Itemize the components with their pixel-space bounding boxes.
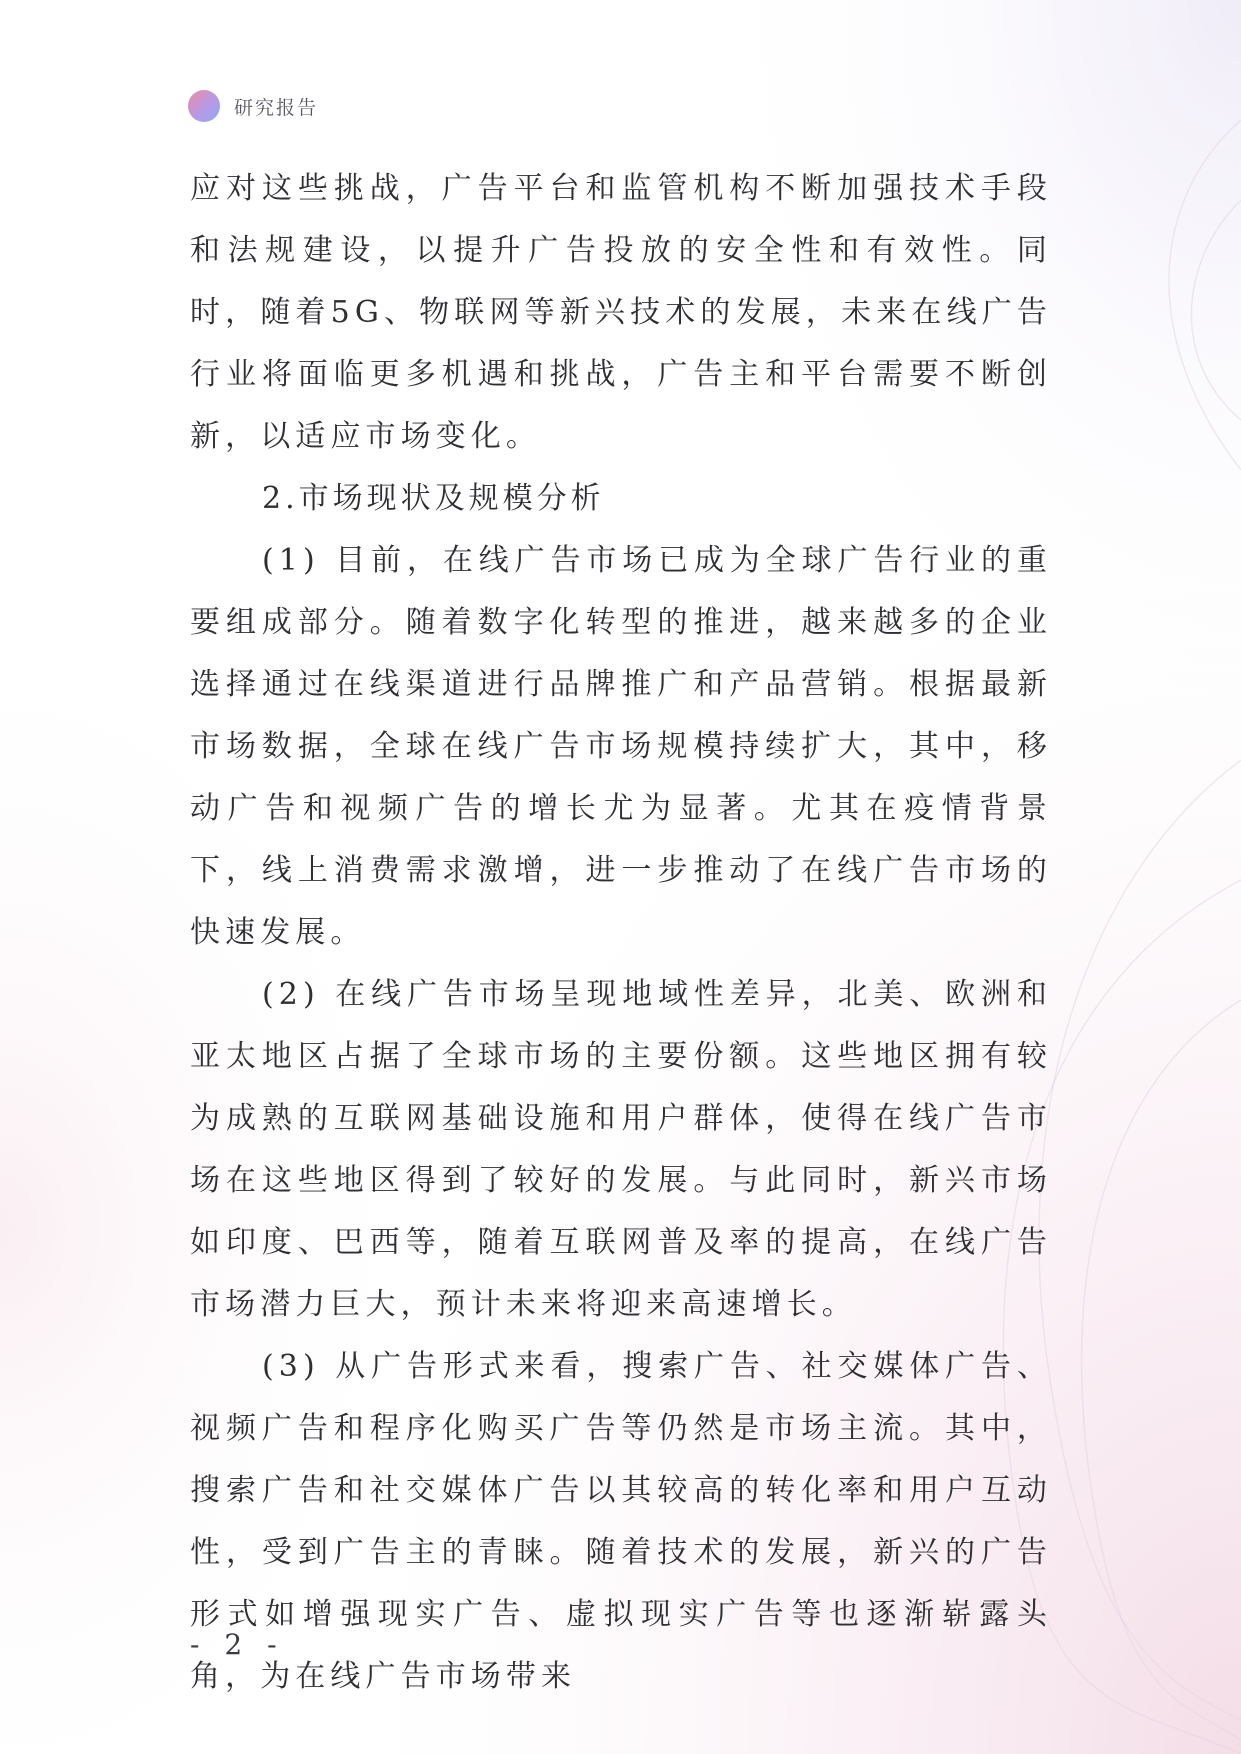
paragraph-1: (1) 目前，在线广告市场已成为全球广告行业的重要组成部分。随着数字化转型的推进，越来越多的企业选择通过在线渠道进行品牌推广和产品营销。根据最新市场数据，全球在线广告市场规模持续扩大，其中，移动广告和视频广告的增长尤为显著。尤其在疫情背景下，线上消费需求激增，进一步推动了在线广告市场的快速发展。 (190, 543, 1052, 950)
page-number: - 2 - (190, 1628, 285, 1661)
header-label: 研究报告 (234, 96, 319, 119)
paragraph-2: (2) 在线广告市场呈现地域性差异，北美、欧洲和亚太地区占据了全球市场的主要份额。这些地区拥有较为成熟的互联网基础设施和用户群体，使得在线广告市场在这些地区得到了较好的发展。与此同时，新兴市场如印度、巴西等，随着互联网普及率的提高，在线广告市场潜力巨大，预计未来将迎来高速增长。 (190, 977, 1052, 1322)
document-body (190, 158, 1052, 1708)
section-heading: 2.市场现状及规模分析 (262, 481, 605, 516)
report-logo-icon (188, 90, 220, 122)
document-header (188, 88, 318, 124)
intro-paragraph: 应对这些挑战，广告平台和监管机构不断加强技术手段和法规建设，以提升广告投放的安全性和有效性。同时，随着5G、物联网等新兴技术的发展，未来在线广告行业将面临更多机遇和挑战，广告主和平台需要不断创新，以适应市场变化。 (190, 171, 1052, 454)
paragraph-3: (3) 从广告形式来看，搜索广告、社交媒体广告、视频广告和程序化购买广告等仍然是市场主流。其中，搜索广告和社交媒体广告以其较高的转化率和用户互动性，受到广告主的青睐。随着技术的发展，新兴的广告形式如增强现实广告、虚拟现实广告等也逐渐崭露头角，为在线广告市场带来 (190, 1349, 1052, 1694)
